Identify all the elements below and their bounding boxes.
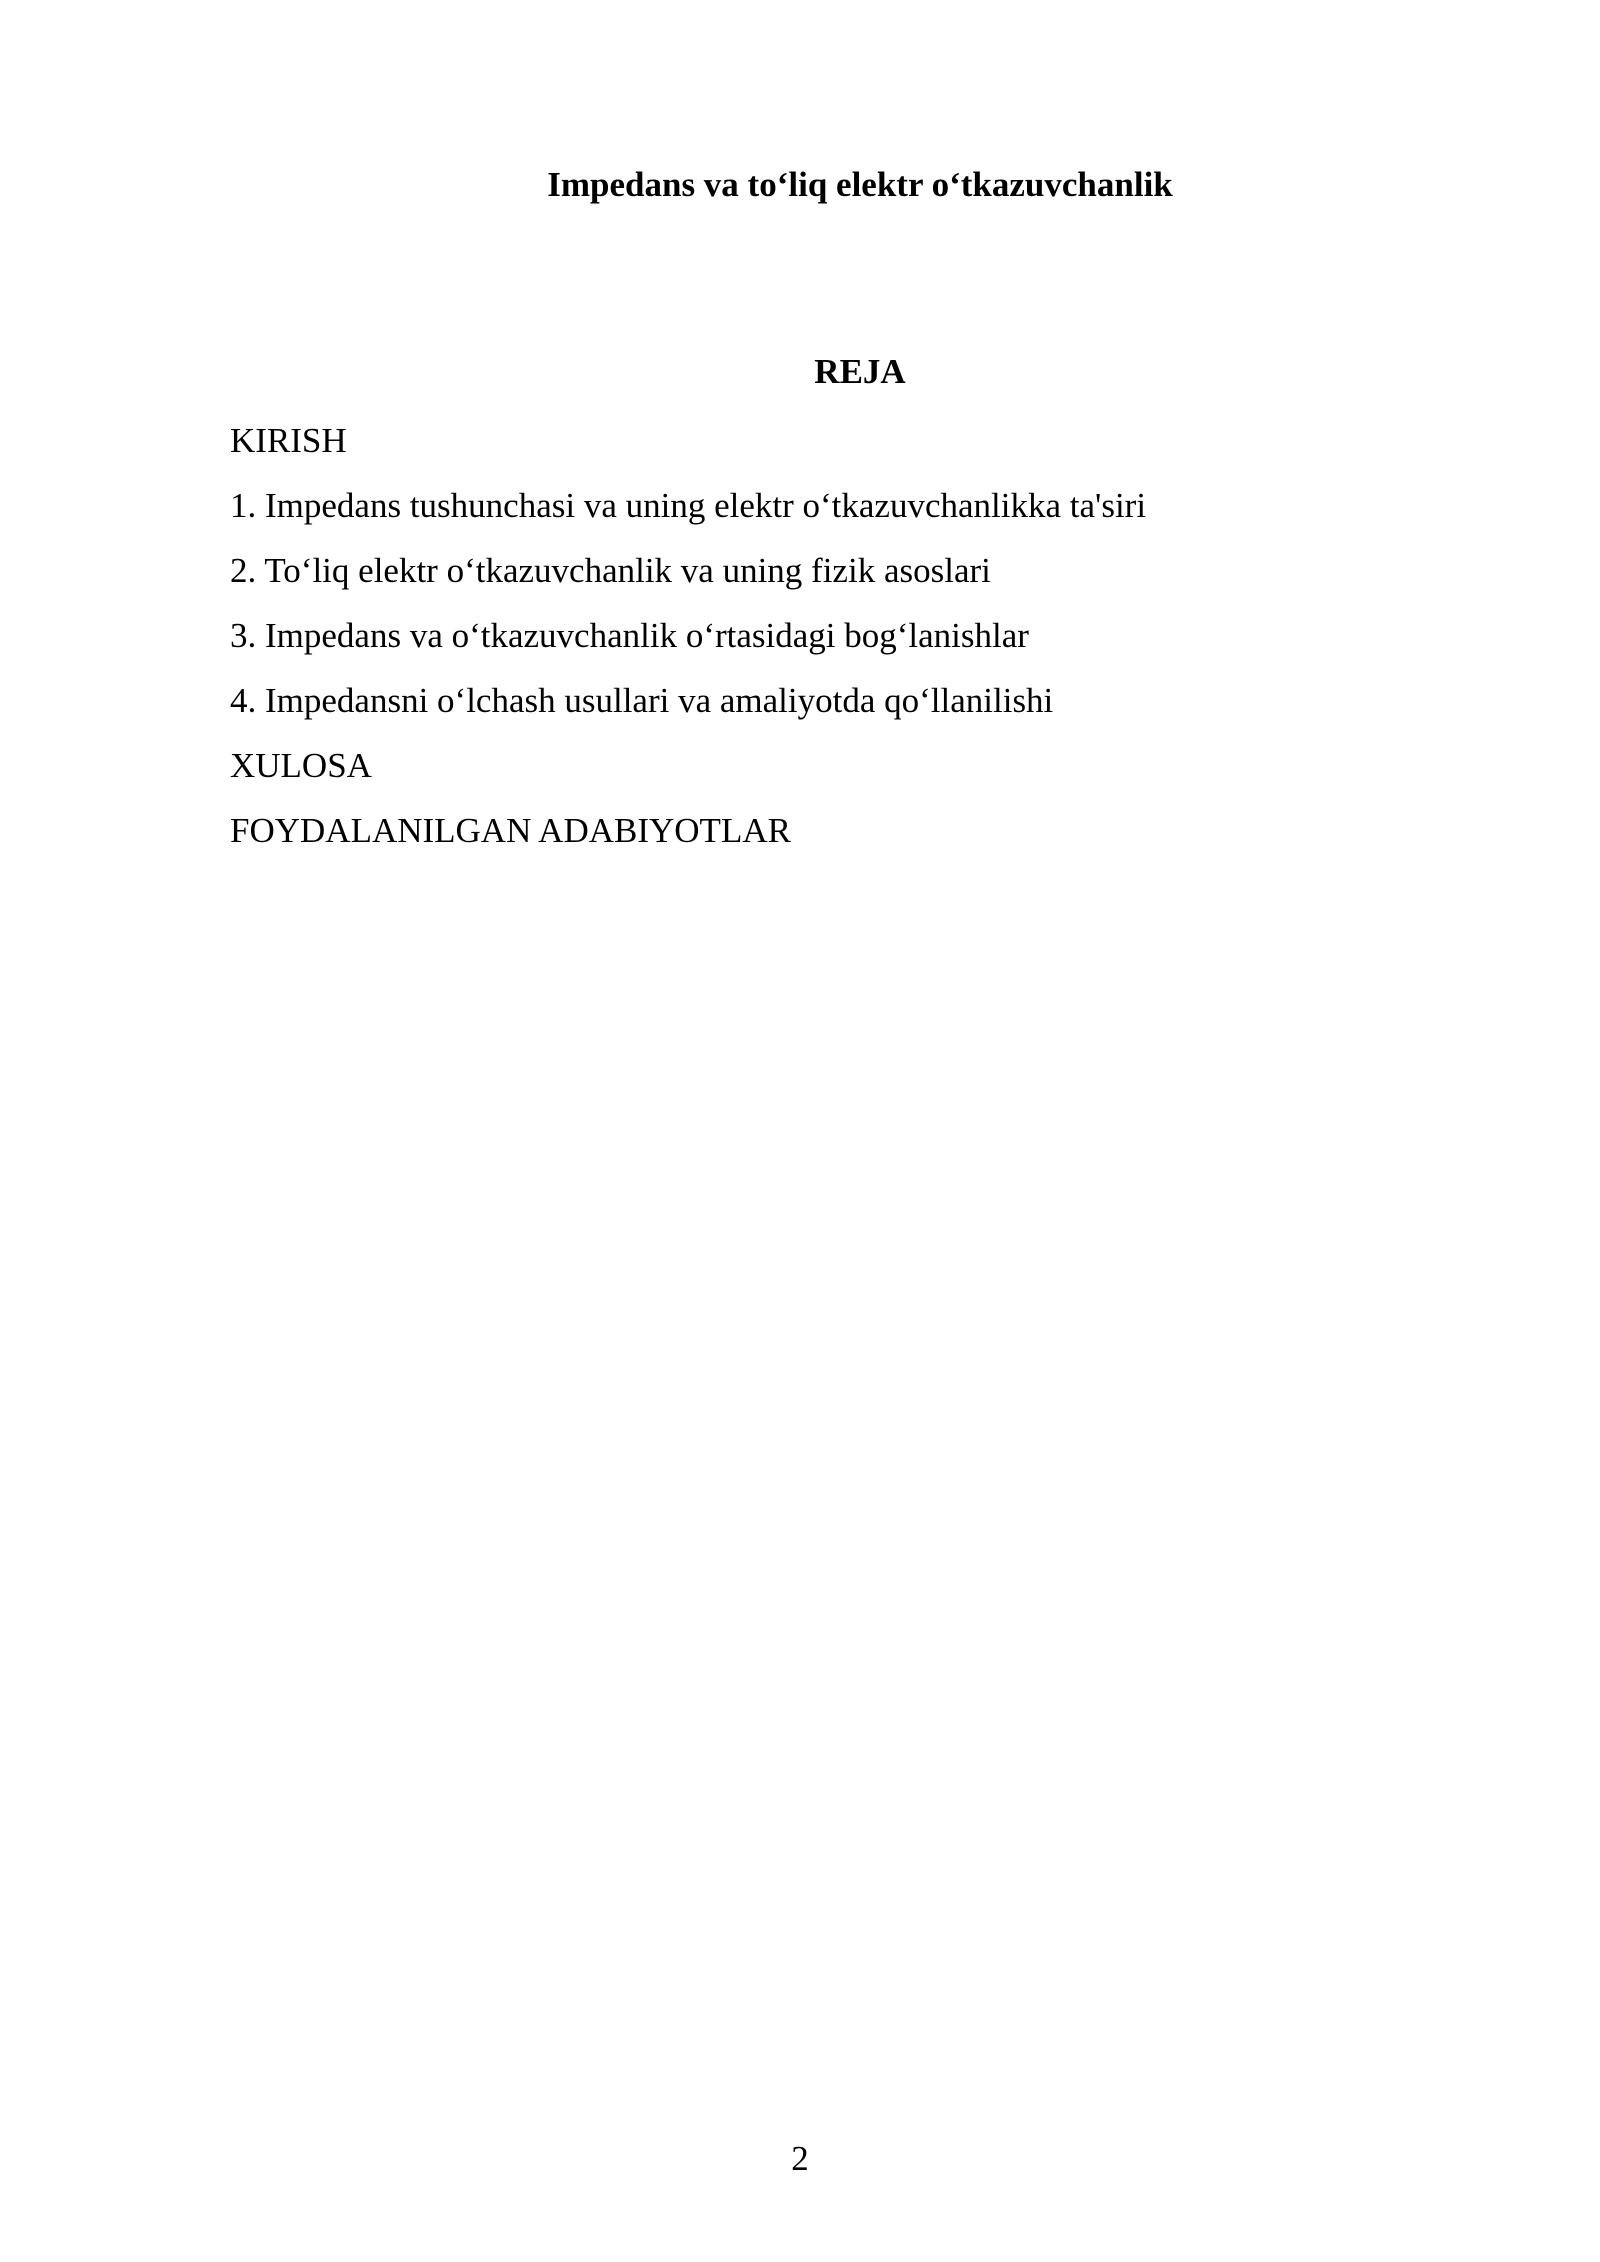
plan-item-1: 1. Impedans tushunchasi va uning elektr o‘tkazuvchanlikka ta'siri <box>230 486 1147 525</box>
plan-item-4: 4. Impedansni o‘lchash usullari va amaliyotda qo‘llanilishi <box>230 681 1054 720</box>
plan-item-3: 3. Impedans va o‘tkazuvchanlik o‘rtasidagi bog‘lanishlar <box>230 616 1029 655</box>
plan-item-2: 2. To‘liq elektr o‘tkazuvchanlik va uning fizik asoslari <box>230 551 991 590</box>
plan-item-introduction: KIRISH <box>230 421 347 460</box>
plan-item-references: FOYDALANILGAN ADABIYOTLAR <box>230 811 791 850</box>
document-title: Impedans va to‘liq elektr o‘tkazuvchanlik <box>547 165 1173 204</box>
plan-item-conclusion: XULOSA <box>230 746 372 785</box>
plan-heading: REJA <box>814 352 906 391</box>
page-number: 2 <box>791 2139 809 2178</box>
plan-list <box>230 418 1490 873</box>
